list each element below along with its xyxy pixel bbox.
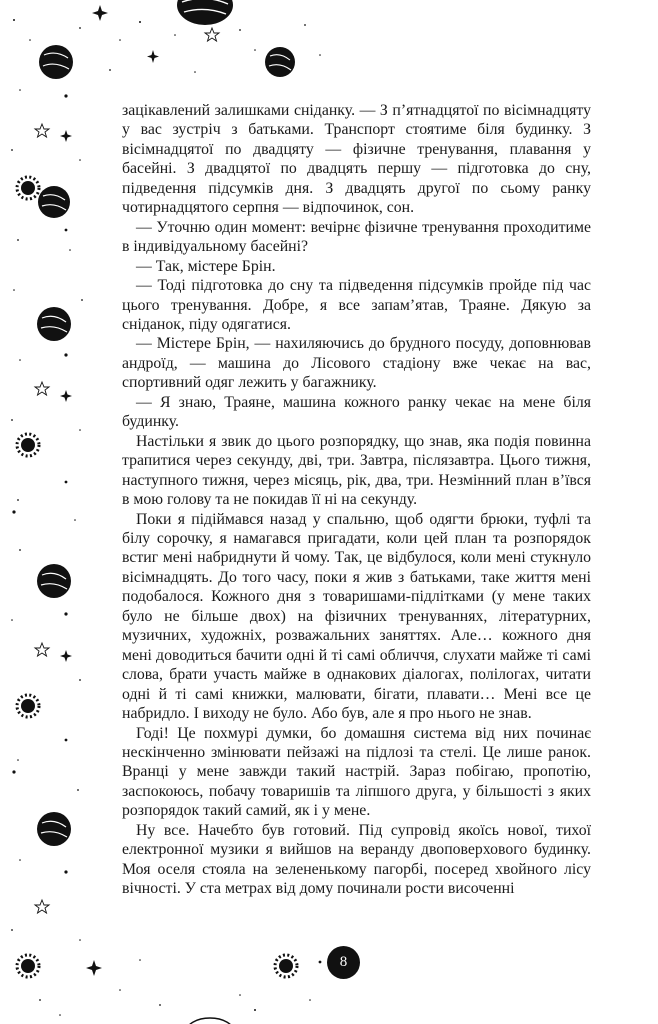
planet-icon: [186, 1018, 234, 1024]
paragraph: Ну все. Начебто був готовий. Під супровід якоїсь нової, тихої електронної музики я вийшов на веранду двоповерхового будинку. Моя оселя стояла на зелененькому пагорбі, посеред хвойного лісу вічності. У ста метрах від дому починали рости височенні: [122, 821, 591, 898]
paragraph: — Тоді підготовка до сну та підведення підсумків пройде під час цього тренування. Добре, я все запам’ятав, Траяне. Дякую за сніданок, піду одягатися.: [122, 277, 591, 333]
planet-icon: [37, 812, 71, 846]
sun-icon: [17, 695, 39, 717]
sun-icon: [17, 434, 39, 456]
paragraph: — Так, містере Брін.: [136, 257, 276, 275]
planet-icon: [39, 45, 73, 79]
planet-icon: [37, 564, 71, 598]
paragraph: зацікавлений залишками сніданку. — З п’ятнадцятої по вісімнадцяту у вас зустріч з батьками. Транспорт стоятиме біля будинку. З вісімнадцятої по двадцяту — фізичне тренування, плавання у басейні. З двадцятої по двадцять першу — підготовка до сну, підведення підсумків дня. З двадцять другої по сьому ранку чотирнадцятого серпня — відпочинок, сон.: [122, 102, 591, 217]
page-number: 8: [327, 946, 360, 979]
sun-icon: [275, 955, 297, 977]
paragraph: Поки я підіймався назад у спальню, щоб одягти брюки, туфлі та білу сорочку, я намагався пригадати, коли цей план та розпорядок встиг мені набриднути й чому. Так, це відбулося, коли мені стукнуло вісімнадцять. До того часу, поки я жив з батьками, таке життя мені подобалося. Кожного дня з товаришами-підлітками (у мене таких було не більше двох) на фізичних тренуваннях, літературних, музичних, художніх, розважальних заняттях. Але… кожного дня мені доводиться бачити одні й ті самі обличчя, слухати майже ті самі слова, брати участь майже в однакових діалогах, полілогах, читати одні й ті самі книжки, малювати, бігати, плавати… Мені все це набридло. І виходу не було. Або був, але я про нього не знав.: [122, 510, 591, 723]
paragraph: — Уточню один момент: вечірнє фізичне тренування проходитиме в індивідуальному басейні?: [122, 218, 591, 256]
paragraph: Годі! Це похмурі думки, бо домашня система від них починає нескінченно змінювати пейзажі на підлозі та стелі. Це лише ранок. Вранці у мене завжди такий настрій. Зараз побігаю, пропотію, заспокоюсь, побачу товаришів та ліпшого друга, у більшості з яких розпорядок такий самий, як і у мене.: [122, 724, 591, 820]
planet-icon: [37, 307, 71, 341]
planet-icon: [265, 47, 295, 77]
planet-icon: [177, 0, 233, 25]
planet-icon: [38, 186, 70, 218]
paragraph: Настільки я звик до цього розпорядку, що знав, яка подія повинна трапитися через секунду, дві, три. Завтра, післязавтра. Цього тижня, наступного тижня, через місяць, рік, два, три. Незмінний план в’ївся в мою голову та не покидав її ні на секунду.: [122, 432, 591, 509]
sun-icon: [17, 955, 39, 977]
body-text: [122, 101, 591, 899]
sun-icon: [17, 177, 39, 199]
paragraph: — Я знаю, Траяне, машина кожного ранку чекає на мене біля будинку.: [122, 393, 591, 431]
paragraph: — Містере Брін, — нахиляючись до брудного посуду, доповнював андроїд, — машина до Лісового стадіону вже чекає на вас, спортивний одяг лежить у багажнику.: [122, 335, 591, 392]
